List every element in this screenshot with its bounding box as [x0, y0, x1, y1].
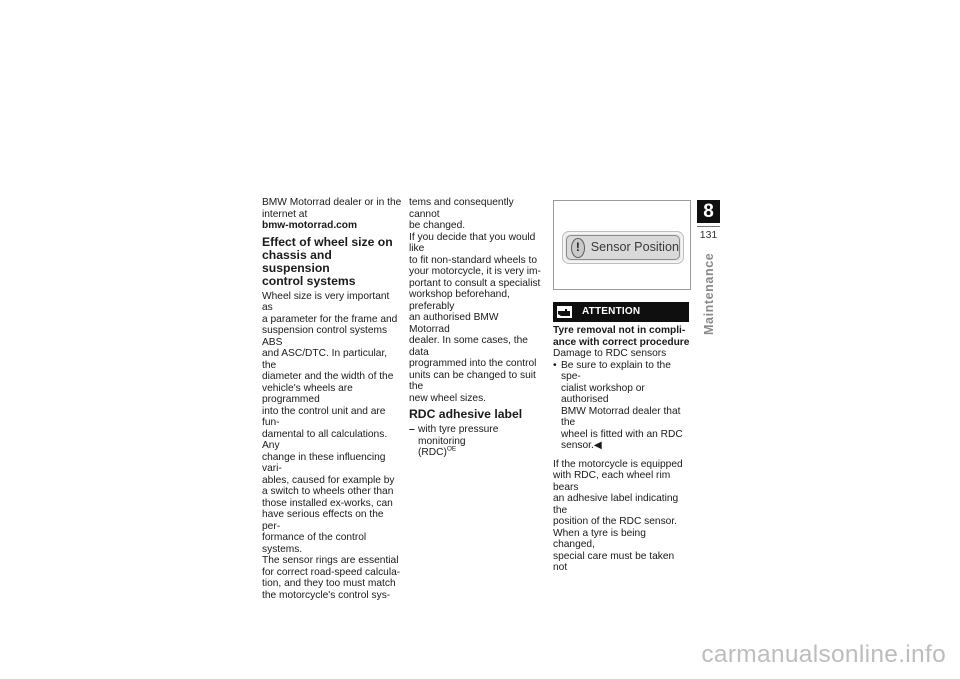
text-line: into the control unit and are fun- [262, 405, 386, 428]
text-line: tion, and they too must match [262, 578, 396, 589]
text-line: a parameter for the frame and [262, 313, 398, 325]
column-left [262, 197, 402, 601]
heading-line: chassis and suspension [262, 247, 332, 275]
text-line: formance of the control systems. [262, 532, 367, 555]
column-middle [409, 197, 542, 459]
dash-marker: – [409, 424, 415, 435]
attention-banner [553, 302, 689, 322]
text-line: dealer. In some cases, the data [409, 335, 528, 358]
warning-hand-icon [557, 306, 572, 318]
text-line: your motorcycle, it is very im- [409, 266, 541, 277]
rdc-adhesive-label [562, 231, 684, 264]
bullet-marker: • [553, 359, 557, 371]
text-line: be changed. [409, 220, 466, 231]
text-line: damental to all calculations. Any [262, 428, 388, 451]
text-line: vehicle's wheels are programmed [262, 382, 353, 405]
rdc-rim-paragraph [553, 459, 690, 574]
text-line: Wheel size is very important as [262, 290, 390, 313]
text-line: with RDC, each wheel rim bears [553, 470, 671, 493]
page-number: 131 [697, 226, 720, 241]
text-line: new wheel sizes. [409, 392, 487, 404]
non-standard-wheels-paragraph [409, 197, 542, 404]
optional-equipment-marker: OE [446, 445, 457, 453]
sensor-position-text: Sensor Position [590, 239, 679, 254]
section-title-vertical: Maintenance [702, 252, 716, 336]
text-line: If the motorcycle is equipped [553, 458, 683, 470]
text-line: BMW Motorrad dealer that the [561, 405, 681, 428]
text-line: workshop beforehand, preferably [409, 289, 510, 312]
text-line: the motorcycle's control sys- [262, 589, 391, 601]
text-line: for correct road-speed calcula- [262, 566, 401, 578]
heading-line: ance with correct procedure [553, 336, 690, 348]
text-line: special care must be taken not [553, 550, 675, 573]
wheel-size-paragraph [262, 291, 402, 602]
warning-heading [553, 325, 690, 348]
text-line: sensor.◀ [561, 440, 602, 451]
rdc-list-item [409, 424, 542, 459]
text-line: If you decide that you would like [409, 231, 536, 254]
text-line: and ASC/DTC. In particular, the [262, 348, 388, 371]
hand-pointer-icon [558, 308, 571, 317]
text-line: tems and consequently cannot [409, 197, 514, 220]
heading-line: control systems [262, 273, 356, 288]
rdc-label-heading: RDC adhesive label [409, 407, 523, 421]
intro-line: internet at [262, 208, 308, 220]
text-line: cialist workshop or authorised [561, 382, 645, 405]
warning-instruction [553, 360, 690, 452]
text-line: Be sure to explain to the spe- [561, 359, 671, 382]
heading-line: Effect of wheel size on [262, 234, 393, 249]
text-line: When a tyre is being changed, [553, 527, 646, 550]
text-line: The sensor rings are essential [262, 555, 399, 566]
text-line: wheel is fitted with an RDC [561, 428, 683, 440]
text-line: position of the RDC sensor. [553, 516, 678, 527]
chapter-number-tab: 8 [697, 200, 720, 223]
website-link[interactable]: bmw-motorrad.com [262, 220, 358, 231]
sensor-label-figure [553, 200, 691, 290]
exclamation-icon: ! [571, 238, 585, 258]
text-line: programmed into the control [409, 358, 537, 369]
text-line: an authorised BMW Motorrad [409, 312, 499, 335]
label-inner-frame [566, 235, 680, 260]
text-line: have serious effects on the per- [262, 509, 384, 532]
rdc-abbreviation: (RDC) [418, 447, 447, 458]
text-line: portant to consult a specialist [409, 277, 541, 289]
attention-title: ATTENTION [582, 306, 641, 318]
text-line: an adhesive label indicating the [553, 493, 679, 516]
text-line: diameter and the width of the [262, 371, 394, 382]
wheel-size-heading [262, 236, 402, 288]
text-line: ables, caused for example by [262, 474, 395, 486]
text-line: those installed ex-works, can [262, 497, 393, 509]
watermark: carmanualsonline.info [701, 641, 946, 668]
text-line: suspension control systems ABS [262, 325, 388, 348]
intro-line: BMW Motorrad dealer or in the [262, 197, 402, 208]
text-line: a switch to wheels other than [262, 486, 394, 497]
text-line [418, 447, 542, 459]
text-line: units can be changed to suit the [409, 369, 536, 392]
text-line: change in these influencing vari- [262, 451, 386, 474]
text-line: with tyre pressure monitoring [418, 424, 499, 447]
spacer [553, 452, 690, 459]
heading-line: Tyre removal not in compli- [553, 325, 686, 336]
warning-effect: Damage to RDC sensors [553, 348, 667, 359]
column-right [553, 200, 690, 574]
text-line: to fit non-standard wheels to [409, 254, 537, 266]
